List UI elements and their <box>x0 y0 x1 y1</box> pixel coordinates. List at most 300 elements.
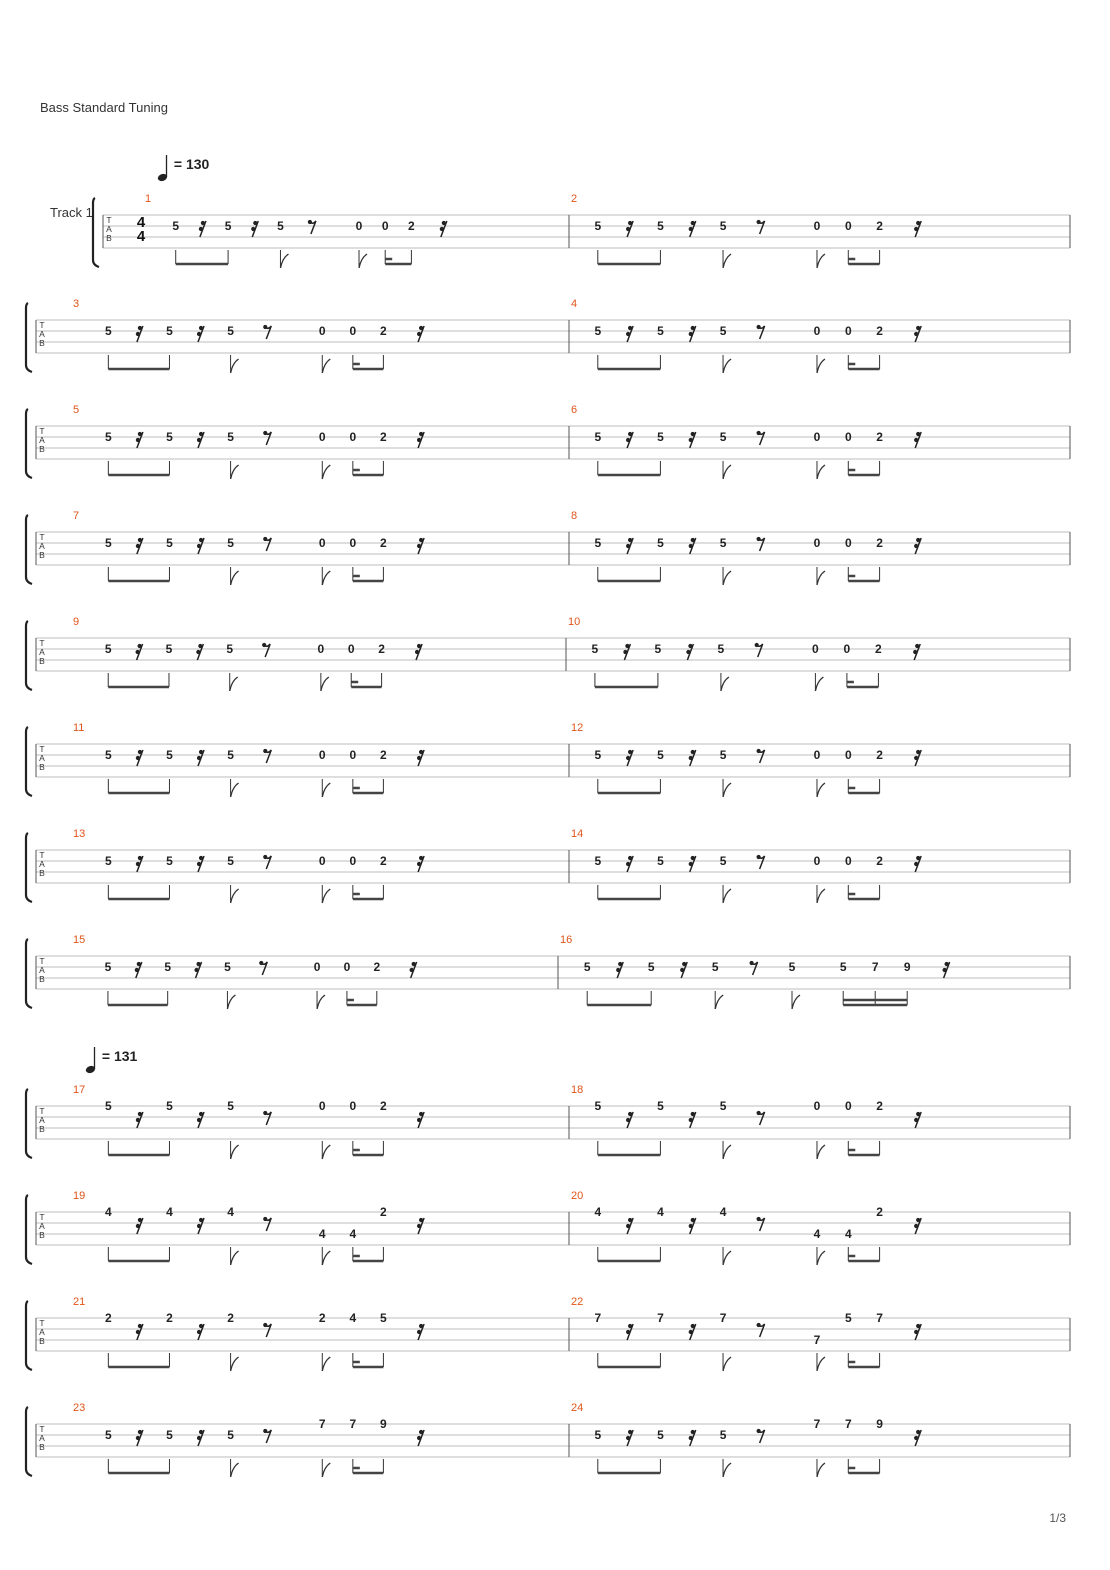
rest-dot <box>628 221 632 225</box>
rest-dot <box>136 332 140 336</box>
measure-number: 18 <box>571 1084 584 1096</box>
fret-number: 7 <box>844 1417 852 1431</box>
fret-number: 5 <box>380 1311 387 1325</box>
rest-dot <box>916 750 920 754</box>
tab-clef-letter: B <box>39 1442 45 1452</box>
staff-bracket <box>26 1407 32 1476</box>
staff-system <box>26 828 1070 903</box>
rest-dot <box>626 756 630 760</box>
measure-number: 12 <box>571 722 584 734</box>
tab-clef-letter: B <box>39 1336 45 1346</box>
staff-bracket <box>26 409 32 478</box>
rest-dot <box>137 962 141 966</box>
tab-clef-letter: T <box>39 850 45 860</box>
fret-number: 2 <box>318 1311 326 1325</box>
fret-number: 5 <box>224 960 231 974</box>
fret-number: 0 <box>349 536 357 550</box>
measure <box>558 934 950 1009</box>
rest-dot <box>689 1436 693 1440</box>
rest-dot <box>626 438 630 442</box>
staff-system <box>26 1190 1070 1265</box>
rest-dot <box>136 1436 140 1440</box>
measure-number: 7 <box>73 510 80 522</box>
rest-dot <box>442 221 446 225</box>
tab-clef-letter: T <box>39 1212 45 1222</box>
note-flag <box>723 1357 731 1371</box>
tab-clef-letter: B <box>39 762 45 772</box>
fret-number: 5 <box>277 219 284 233</box>
fret-number: 0 <box>355 219 363 233</box>
fret-number: 5 <box>594 324 602 338</box>
fret-number: 2 <box>876 430 883 444</box>
measure <box>73 1190 424 1265</box>
fret-number: 5 <box>657 536 664 550</box>
rest-dot <box>916 1112 920 1116</box>
rest-dot <box>913 650 917 654</box>
rest-dot <box>689 332 693 336</box>
measure-number: 22 <box>571 1296 584 1308</box>
measure-number: 19 <box>73 1190 86 1202</box>
fret-number: 5 <box>104 748 112 762</box>
note-flag <box>723 1145 731 1159</box>
rest-dot <box>626 1436 630 1440</box>
tab-clef-letter: B <box>39 550 45 560</box>
fret-number: 5 <box>719 1099 727 1113</box>
rest-dot <box>623 650 627 654</box>
rest-dot <box>626 1330 630 1334</box>
rest-dot <box>626 544 630 548</box>
fret-number: 0 <box>844 536 852 550</box>
fret-number: 0 <box>317 642 325 656</box>
rest-dot <box>419 1218 423 1222</box>
measure-number: 11 <box>73 722 85 734</box>
measure <box>569 298 921 373</box>
tab-clef-letter: B <box>39 338 45 348</box>
fret-number: 2 <box>876 1205 883 1219</box>
measure <box>73 722 424 797</box>
rest-dot <box>136 650 140 654</box>
rest-dot <box>682 962 686 966</box>
measure-number: 20 <box>571 1190 584 1202</box>
fret-number: 0 <box>349 748 357 762</box>
fret-number: 0 <box>813 219 821 233</box>
measure <box>73 1296 424 1371</box>
fret-number: 5 <box>654 642 662 656</box>
fret-number: 5 <box>104 324 112 338</box>
tab-clef-letter: A <box>39 647 45 657</box>
measure <box>569 1084 921 1159</box>
rest-dot <box>138 1112 142 1116</box>
rest-dot <box>686 650 690 654</box>
measure <box>73 510 424 585</box>
rest-dot <box>628 1324 632 1328</box>
rest-dot <box>253 221 257 225</box>
rest-dot <box>626 1224 630 1228</box>
rest-dot <box>419 326 423 330</box>
fret-number: 4 <box>104 1205 112 1219</box>
fret-number: 4 <box>166 1205 173 1219</box>
rest-dot <box>691 1430 695 1434</box>
fret-number: 0 <box>844 219 852 233</box>
rest-dot <box>417 544 421 548</box>
tab-clef-letter: A <box>39 329 45 339</box>
measure-number: 13 <box>73 828 86 840</box>
rest-dot <box>689 1224 693 1228</box>
rest-dot <box>197 1330 201 1334</box>
rest-dot <box>628 432 632 436</box>
rest-dot <box>916 326 920 330</box>
fret-number: 4 <box>844 1227 852 1241</box>
note-flag <box>231 889 239 903</box>
measure <box>73 616 422 691</box>
tab-clef-letter: A <box>39 435 45 445</box>
fret-number: 5 <box>594 219 602 233</box>
rest-dot <box>263 431 267 435</box>
fret-number: 9 <box>380 1417 387 1431</box>
tab-clef-letter: A <box>39 541 45 551</box>
note-flag <box>817 359 825 373</box>
fret-number: 5 <box>226 642 234 656</box>
fret-number: 2 <box>876 854 883 868</box>
fret-number: 2 <box>380 324 387 338</box>
measure-number: 6 <box>571 404 578 416</box>
rest-dot <box>199 750 203 754</box>
rest-dot <box>138 1430 142 1434</box>
fret-number: 5 <box>104 854 112 868</box>
tab-clef-letter: T <box>39 320 45 330</box>
rest-dot <box>914 544 918 548</box>
tab-clef-letter: T <box>39 1106 45 1116</box>
rest-dot <box>417 438 421 442</box>
rest-dot <box>691 221 695 225</box>
rest-dot <box>417 644 421 648</box>
fret-number: 5 <box>227 1428 234 1442</box>
fret-number: 4 <box>227 1205 234 1219</box>
fret-number: 5 <box>227 430 234 444</box>
fret-number: 0 <box>812 642 819 656</box>
fret-number: 2 <box>876 1099 883 1113</box>
fret-number: 7 <box>349 1417 357 1431</box>
measure <box>569 1296 921 1371</box>
fret-number: 5 <box>166 430 173 444</box>
measure <box>73 1402 424 1477</box>
measure <box>73 404 424 479</box>
note-flag <box>317 995 325 1009</box>
note-flag <box>817 1463 825 1477</box>
fret-number: 0 <box>318 748 326 762</box>
fret-number: 5 <box>657 324 664 338</box>
note-flag <box>817 571 825 585</box>
rest-dot <box>625 644 629 648</box>
rest-dot <box>199 856 203 860</box>
fret-number: 2 <box>876 219 883 233</box>
rest-dot <box>138 1218 142 1222</box>
fret-number: 5 <box>104 1099 112 1113</box>
fret-number: 2 <box>380 1205 387 1219</box>
note-flag <box>817 254 825 268</box>
rest-dot <box>197 1436 201 1440</box>
fret-number: 5 <box>594 1428 602 1442</box>
fret-number: 5 <box>104 642 112 656</box>
measure <box>145 193 447 268</box>
fret-number: 0 <box>343 960 351 974</box>
rest-dot <box>196 962 200 966</box>
fret-number: 7 <box>594 1311 602 1325</box>
rest-dot <box>197 438 201 442</box>
fret-number: 2 <box>227 1311 234 1325</box>
measure-number: 3 <box>73 298 80 310</box>
note-flag <box>715 995 723 1009</box>
staff-bracket <box>93 198 99 267</box>
tab-clef-letter: T <box>39 1424 45 1434</box>
fret-number: 5 <box>594 854 602 868</box>
fret-number: 0 <box>381 219 389 233</box>
fret-number: 7 <box>318 1417 326 1431</box>
rest-dot <box>757 1429 761 1433</box>
rest-dot <box>136 756 140 760</box>
staff-system <box>26 934 1070 1009</box>
fret-number: 5 <box>719 1428 727 1442</box>
fret-number: 7 <box>719 1311 727 1325</box>
note-flag <box>815 677 823 691</box>
tab-clef-letter: T <box>39 426 45 436</box>
staff-system <box>26 1084 1070 1159</box>
note-flag <box>322 465 330 479</box>
rest-dot <box>757 1323 761 1327</box>
rest-dot <box>419 538 423 542</box>
rest-dot <box>618 962 622 966</box>
fret-number: 5 <box>844 1311 852 1325</box>
fret-number: 0 <box>318 854 326 868</box>
fret-number: 2 <box>876 536 883 550</box>
tempo-text-2: = 131 <box>101 1048 138 1064</box>
note-flag <box>231 1145 239 1159</box>
measure <box>569 510 921 585</box>
measure-number: 24 <box>571 1402 584 1414</box>
note-flag <box>721 677 729 691</box>
rest-dot <box>136 862 140 866</box>
fret-number: 7 <box>871 960 879 974</box>
staff-system <box>26 404 1070 479</box>
note-flag <box>723 571 731 585</box>
staff-bracket <box>26 727 32 796</box>
fret-number: 4 <box>657 1205 664 1219</box>
track-label: Track 1 <box>50 205 93 220</box>
fret-number: 5 <box>657 1099 664 1113</box>
time-signature-top: 4 <box>136 214 146 231</box>
rest-dot <box>755 643 759 647</box>
measure-number: 8 <box>571 510 578 522</box>
rest-dot <box>263 1429 267 1433</box>
rest-dot <box>757 1217 761 1221</box>
tab-clef-letter: B <box>39 974 45 984</box>
staff-bracket <box>26 515 32 584</box>
note-flag <box>723 1463 731 1477</box>
fret-number: 2 <box>104 1311 112 1325</box>
staff-bracket <box>26 1301 32 1370</box>
rest-dot <box>197 1224 201 1228</box>
fret-number: 5 <box>104 536 112 550</box>
rest-dot <box>199 1430 203 1434</box>
rest-dot <box>263 1323 267 1327</box>
fret-number: 4 <box>349 1227 357 1241</box>
fret-number: 0 <box>813 430 821 444</box>
rest-dot <box>691 326 695 330</box>
rest-dot <box>916 1324 920 1328</box>
rest-dot <box>691 1324 695 1328</box>
rest-dot <box>263 1217 267 1221</box>
fret-number: 2 <box>876 748 883 762</box>
measure <box>569 1190 921 1265</box>
rest-dot <box>197 544 201 548</box>
tab-clef-letter: B <box>39 444 45 454</box>
rest-dot <box>757 537 761 541</box>
rest-dot <box>138 856 142 860</box>
rest-dot <box>419 1112 423 1116</box>
rest-dot <box>916 856 920 860</box>
fret-number: 5 <box>227 1099 234 1113</box>
note-flag <box>817 1357 825 1371</box>
rest-dot <box>689 227 693 231</box>
note-flag <box>817 1251 825 1265</box>
note-flag <box>723 254 731 268</box>
fret-number: 4 <box>318 1227 326 1241</box>
tab-clef-letter: B <box>39 868 45 878</box>
rest-dot <box>689 438 693 442</box>
measure <box>569 1402 921 1477</box>
fret-number: 5 <box>719 748 727 762</box>
rest-dot <box>263 855 267 859</box>
tab-clef-letter: B <box>106 233 112 243</box>
note-flag <box>723 359 731 373</box>
rest-dot <box>199 1112 203 1116</box>
rest-dot <box>440 227 444 231</box>
tab-clef-letter: T <box>39 638 45 648</box>
fret-number: 2 <box>380 430 387 444</box>
staff-bracket <box>26 939 32 1008</box>
tab-clef-letter: T <box>39 744 45 754</box>
note-flag <box>359 254 367 268</box>
note-flag <box>231 465 239 479</box>
tab-clef-letter: A <box>39 753 45 763</box>
fret-number: 0 <box>349 430 357 444</box>
fret-number: 5 <box>166 536 173 550</box>
rest-dot <box>916 432 920 436</box>
fret-number: 2 <box>875 642 882 656</box>
fret-number: 5 <box>657 748 664 762</box>
rest-dot <box>410 968 414 972</box>
note-flag <box>723 889 731 903</box>
fret-number: 4 <box>813 1227 821 1241</box>
rest-dot <box>263 325 267 329</box>
note-flag <box>322 1251 330 1265</box>
rest-dot <box>197 332 201 336</box>
fret-number: 5 <box>104 960 112 974</box>
measure <box>73 828 424 903</box>
staff-bracket <box>26 1089 32 1158</box>
fret-number: 5 <box>227 324 234 338</box>
fret-number: 5 <box>657 430 664 444</box>
tab-clef-letter: A <box>39 1327 45 1337</box>
rest-dot <box>628 1218 632 1222</box>
rest-dot <box>628 1112 632 1116</box>
rest-dot <box>417 1436 421 1440</box>
note-flag <box>231 1357 239 1371</box>
tab-clef-letter: T <box>39 1318 45 1328</box>
note-flag <box>723 465 731 479</box>
rest-dot <box>916 1218 920 1222</box>
fret-number: 0 <box>349 1099 357 1113</box>
rest-dot <box>757 431 761 435</box>
fret-number: 0 <box>813 854 821 868</box>
note-flag <box>321 677 329 691</box>
rest-dot <box>135 968 139 972</box>
rest-dot <box>136 544 140 548</box>
staff-system <box>26 1296 1070 1371</box>
tab-clef-letter: A <box>39 1433 45 1443</box>
rest-dot <box>916 1430 920 1434</box>
tab-clef-letter: A <box>39 1115 45 1125</box>
note-flag <box>322 1145 330 1159</box>
rest-dot <box>914 438 918 442</box>
rest-dot <box>136 1224 140 1228</box>
fret-number: 0 <box>844 430 852 444</box>
rest-dot <box>138 1324 142 1328</box>
rest-dot <box>689 1118 693 1122</box>
rest-dot <box>628 1430 632 1434</box>
fret-number: 7 <box>657 1311 664 1325</box>
note-flag <box>231 571 239 585</box>
rest-dot <box>680 968 684 972</box>
measure <box>73 1084 424 1159</box>
fret-number: 0 <box>843 642 851 656</box>
rest-dot <box>757 1111 761 1115</box>
rest-dot <box>415 650 419 654</box>
rest-dot <box>417 1118 421 1122</box>
fret-number: 5 <box>227 536 234 550</box>
rest-dot <box>626 227 630 231</box>
rest-dot <box>419 1430 423 1434</box>
fret-number: 0 <box>844 854 852 868</box>
tab-clef-letter: A <box>39 1221 45 1231</box>
fret-number: 0 <box>813 1099 821 1113</box>
fret-number: 5 <box>166 748 173 762</box>
fret-number: 5 <box>719 854 727 868</box>
note-flag <box>723 1251 731 1265</box>
fret-number: 5 <box>166 324 173 338</box>
fret-number: 5 <box>227 854 234 868</box>
rest-dot <box>914 862 918 866</box>
rest-dot <box>199 326 203 330</box>
rest-dot <box>914 756 918 760</box>
note-flag <box>231 359 239 373</box>
note-flag <box>723 783 731 797</box>
rest-dot <box>691 1112 695 1116</box>
tuning-label: Bass Standard Tuning <box>40 100 168 115</box>
fret-number: 2 <box>373 960 381 974</box>
fret-number: 5 <box>788 960 796 974</box>
rest-dot <box>691 856 695 860</box>
measure <box>569 404 921 479</box>
rest-dot <box>419 1324 423 1328</box>
fret-number: 0 <box>844 1099 852 1113</box>
fret-number: 2 <box>380 1099 387 1113</box>
fret-number: 2 <box>380 536 387 550</box>
rest-dot <box>626 862 630 866</box>
fret-number: 5 <box>711 960 719 974</box>
rest-dot <box>914 1436 918 1440</box>
fret-number: 5 <box>166 1428 173 1442</box>
